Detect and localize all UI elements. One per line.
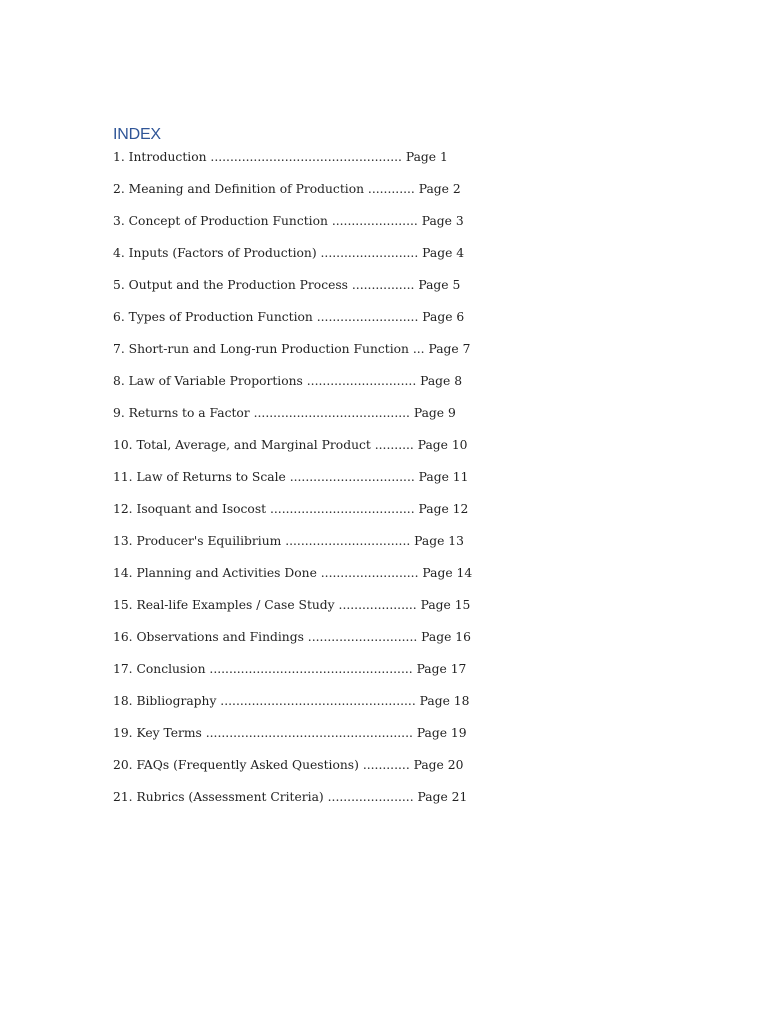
toc-entry: 14. Planning and Activities Done ......................... Page 14	[113, 566, 473, 580]
toc-entry: 3. Concept of Production Function ...................... Page 3	[113, 214, 464, 228]
toc-entry: 2. Meaning and Definition of Production ............ Page 2	[113, 182, 461, 196]
toc-entry: 18. Bibliography .................................................. Page 18	[113, 694, 470, 708]
toc-entry: 16. Observations and Findings ............................ Page 16	[113, 630, 471, 644]
toc-entry: 5. Output and the Production Process ................ Page 5	[113, 278, 461, 292]
toc-entry: 20. FAQs (Frequently Asked Questions) ............ Page 20	[113, 758, 464, 772]
index-heading: INDEX	[113, 126, 161, 143]
toc-entry: 1. Introduction ................................................. Page 1	[113, 150, 448, 164]
toc-entry: 19. Key Terms ..................................................... Page 19	[113, 726, 467, 740]
toc-entry: 4. Inputs (Factors of Production) ......................... Page 4	[113, 246, 465, 260]
toc-entry: 7. Short-run and Long-run Production Function ... Page 7	[113, 342, 471, 356]
toc-entry: 9. Returns to a Factor ........................................ Page 9	[113, 406, 456, 420]
toc-list	[113, 146, 673, 808]
toc-entry: 12. Isoquant and Isocost ..................................... Page 12	[113, 502, 469, 516]
index-section	[113, 124, 673, 818]
toc-entry: 10. Total, Average, and Marginal Product .......... Page 10	[113, 438, 468, 452]
toc-entry: 13. Producer's Equilibrium ................................ Page 13	[113, 534, 464, 548]
toc-entry: 21. Rubrics (Assessment Criteria) ...................... Page 21	[113, 790, 468, 804]
toc-entry: 6. Types of Production Function .......................... Page 6	[113, 310, 465, 324]
toc-entry: 15. Real-life Examples / Case Study .................... Page 15	[113, 598, 471, 612]
toc-entry: 11. Law of Returns to Scale ................................ Page 11	[113, 470, 469, 484]
toc-entry: 17. Conclusion .................................................... Page 17	[113, 662, 467, 676]
toc-entry: 8. Law of Variable Proportions ............................ Page 8	[113, 374, 463, 388]
